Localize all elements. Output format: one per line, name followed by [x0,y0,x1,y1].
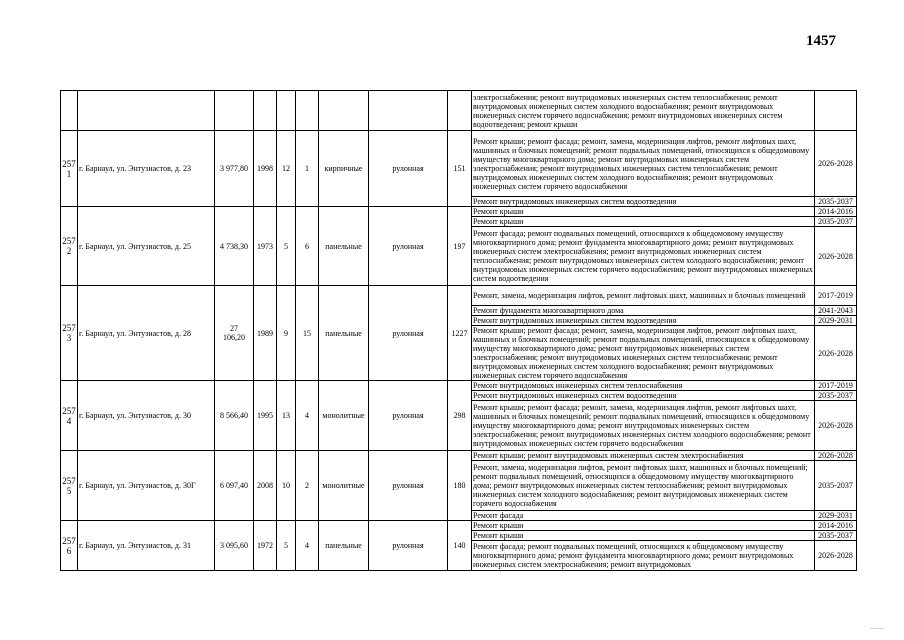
resident-count: 151 [448,131,472,207]
total-area: 3 977,80 [215,131,254,207]
commission-year: 1989 [254,286,277,381]
entrance-count: 4 [296,521,319,571]
table-row [61,381,857,391]
work-description: Ремонт крыши; ремонт фасада; ремонт, замена, модернизация лифтов, ремонт лифтовых шахт, машинных и блочных помещений; ремонт подвальных помещений, относящихся к общедомовому имуществу многоквартирного дома; ремонт внутридомовых инженерных систем электроснабжения; ремонт внутридомовых инженерных систем теплоснабжения; ремонт внутридомовых инженерных систем холодного водоснабжения; ремонт внутридомовых инженерных систем горячего водоснабжения [472,326,815,381]
work-description: Ремонт фасада; ремонт подвальных помещений, относящихся к общедомовому имуществу многоквартирного дома; ремонт фундамента многоквартирного дома; ремонт внутридомовых инженерных систем электроснабжения; ремонт внутридомовых [472,541,815,571]
work-description: Ремонт крыши [472,521,815,531]
resident-count: 180 [448,451,472,521]
work-period: 2035-2037 [815,461,857,511]
total-area: 4 738,30 [215,207,254,286]
entrance-count: 4 [296,381,319,451]
roof-type: рулонная [369,521,448,571]
commission-year: 2008 [254,451,277,521]
commission-year: 1972 [254,521,277,571]
row-number: 257 1 [61,131,78,207]
resident-count: 1227 [448,286,472,381]
work-period: 2035-2037 [815,197,857,207]
work-description: электроснабжения; ремонт внутридомовых инженерных систем теплоснабжения; ремонт внутридомовых инженерных систем холодного водоснабжения; ремонт внутридомовых инженерных систем горячего водоснабжения; ремонт внутридомовых инженерных систем водоотведения; ремонт крыши [472,91,815,131]
work-description: Ремонт крыши [472,207,815,217]
work-period: 2041-2043 [815,306,857,316]
roof-type: рулонная [369,207,448,286]
empty-cell [61,91,78,131]
work-period: 2029-2031 [815,511,857,521]
work-period: 2017-2019 [815,286,857,306]
resident-count: 298 [448,381,472,451]
roof-type: рулонная [369,451,448,521]
work-period: 2014-2016 [815,207,857,217]
building-address: г. Барнаул, ул. Энтузиастов, д. 23 [78,131,215,207]
wall-material: панельные [319,521,369,571]
commission-year: 1995 [254,381,277,451]
entrance-count: 2 [296,451,319,521]
commission-year: 1998 [254,131,277,207]
work-period: 2026-2028 [815,326,857,381]
total-area: 8 566,40 [215,381,254,451]
building-address: г. Барнаул, ул. Энтузиастов, д. 30 [78,381,215,451]
work-description: Ремонт крыши; ремонт фасада; ремонт, замена, модернизация лифтов, ремонт лифтовых шахт, машинных и блочных помещений; ремонт подвальных помещений, относящихся к общедомовому имуществу многоквартирного дома; ремонт внутридомовых инженерных систем электроснабжения; ремонт внутридомовых инженерных систем холодного водоснабжения; ремонт внутридомовых инженерных систем горячего водоснабжения [472,401,815,451]
empty-cell [296,91,319,131]
entrance-count: 15 [296,286,319,381]
register-body [61,91,857,571]
work-period: 2017-2019 [815,381,857,391]
work-period: 2026-2028 [815,227,857,286]
wall-material: кирпичные [319,131,369,207]
empty-cell [319,91,369,131]
building-address: г. Барнаул, ул. Энтузиастов, д. 30Г [78,451,215,521]
continuation-row [61,91,857,131]
work-period: 2029-2031 [815,316,857,326]
work-period: 2035-2037 [815,531,857,541]
empty-cell [277,91,296,131]
wall-material: панельные [319,286,369,381]
floor-count: 12 [277,131,296,207]
resident-count: 197 [448,207,472,286]
work-period: 2026-2028 [815,131,857,197]
total-area: 6 097,40 [215,451,254,521]
floor-count: 10 [277,451,296,521]
work-period: 2026-2028 [815,541,857,571]
wall-material: монолитные [319,381,369,451]
entrance-count: 1 [296,131,319,207]
row-number: 257 6 [61,521,78,571]
table-row [61,521,857,531]
table-row [61,451,857,461]
floor-count: 9 [277,286,296,381]
work-period: 2026-2028 [815,401,857,451]
work-description: Ремонт фасада [472,511,815,521]
table-row [61,131,857,197]
scan-artifact [870,628,884,629]
floor-count: 5 [277,521,296,571]
empty-cell [448,91,472,131]
floor-count: 13 [277,381,296,451]
work-period: 2026-2028 [815,451,857,461]
total-area: 27 106,20 [215,286,254,381]
work-description: Ремонт фасада; ремонт подвальных помещений, относящихся к общедомовому имуществу многоквартирного дома; ремонт фундамента многоквартирного дома; ремонт внутридомовых инженерных систем электроснабжения; ремонт внутридомовых инженерных систем теплоснабжения; ремонт внутридомовых инженерных систем холодного водоснабжения; ремонт внутридомовых инженерных систем горячего водоснабжения; ремонт внутридомовых инженерных систем водоотведения [472,227,815,286]
work-description: Ремонт внутридомовых инженерных систем водоотведения [472,197,815,207]
work-period: 2035-2037 [815,391,857,401]
work-description: Ремонт фундамента многоквартирного дома [472,306,815,316]
work-description: Ремонт, замена, модернизация лифтов, ремонт лифтовых шахт, машинных и блочных помещений [472,286,815,306]
floor-count: 5 [277,207,296,286]
entrance-count: 6 [296,207,319,286]
row-number: 257 3 [61,286,78,381]
work-period: 2014-2016 [815,521,857,531]
empty-cell [369,91,448,131]
table-row [61,207,857,217]
resident-count: 140 [448,521,472,571]
work-description: Ремонт внутридомовых инженерных систем теплоснабжения [472,381,815,391]
empty-cell [215,91,254,131]
row-number: 257 2 [61,207,78,286]
total-area: 3 095,60 [215,521,254,571]
page-number: 1457 [806,33,836,49]
roof-type: рулонная [369,286,448,381]
work-description: Ремонт крыши; ремонт фасада; ремонт, замена, модернизация лифтов, ремонт лифтовых шахт, машинных и блочных помещений; ремонт подвальных помещений, относящихся к общедомовому имуществу многоквартирного дома; ремонт внутридомовых инженерных систем электроснабжения; ремонт внутридомовых инженерных систем теплоснабжения; ремонт внутридомовых инженерных систем холодного водоснабжения; ремонт внутридомовых инженерных систем горячего водоснабжения [472,131,815,197]
work-description: Ремонт внутридомовых инженерных систем водоотведения [472,316,815,326]
work-description: Ремонт внутридомовых инженерных систем водоотведения [472,391,815,401]
work-period [815,91,857,131]
row-number: 257 5 [61,451,78,521]
work-description: Ремонт, замена, модернизация лифтов, ремонт лифтовых шахт, машинных и блочных помещений; ремонт подвальных помещений, относящихся к общедомовому имуществу многоквартирного дома; ремонт внутридомовых инженерных систем теплоснабжения; ремонт внутридомовых инженерных систем холодного водоснабжения; ремонт внутридомовых инженерных систем горячего водоснабжения [472,461,815,511]
work-description: Ремонт крыши [472,217,815,227]
wall-material: панельные [319,207,369,286]
commission-year: 1973 [254,207,277,286]
work-description: Ремонт крыши; ремонт внутридомовых инженерных систем электроснабжения [472,451,815,461]
work-description: Ремонт крыши [472,531,815,541]
table-row [61,286,857,306]
building-address: г. Барнаул, ул. Энтузиастов, д. 28 [78,286,215,381]
work-period: 2035-2037 [815,217,857,227]
empty-cell [254,91,277,131]
roof-type: рулонная [369,381,448,451]
building-address: г. Барнаул, ул. Энтузиастов, д. 25 [78,207,215,286]
building-address: г. Барнаул, ул. Энтузиастов, д. 31 [78,521,215,571]
row-number: 257 4 [61,381,78,451]
housing-register-table [60,90,857,571]
wall-material: монолитные [319,451,369,521]
roof-type: рулонная [369,131,448,207]
empty-cell [78,91,215,131]
